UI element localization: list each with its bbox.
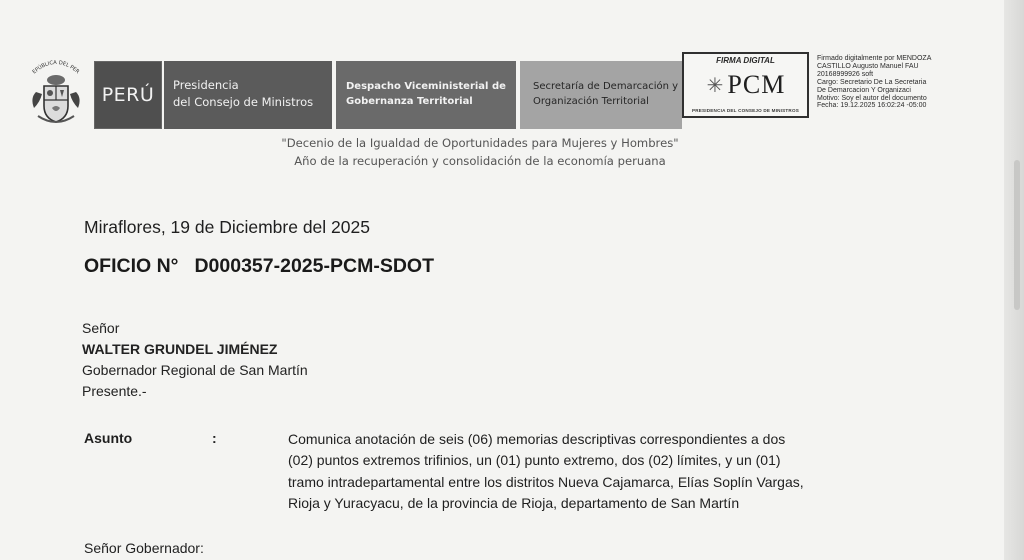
recipient-salutation: Señor	[82, 320, 120, 336]
recipient-presente: Presente.-	[82, 383, 147, 399]
recipient-title: Gobernador Regional de San Martín	[82, 362, 308, 378]
signature-info-line: Cargo: Secretario De La Secretaria	[817, 78, 927, 86]
peru-coat-of-arms-icon	[26, 58, 86, 128]
asunto-line: tramo intradepartamental entre los distritos Nueva Cajamarca, Elías Soplín Vargas,	[288, 473, 804, 490]
pcm-band	[164, 61, 332, 129]
sdot-line-1: Secretaría de Demarcación y	[533, 81, 679, 92]
pcm-logo-subtitle: PRESIDENCIA DEL CONSEJO DE MINISTROS	[691, 108, 799, 113]
signature-info-line: Firmado digitalmente por MENDOZA	[817, 55, 932, 62]
signature-info-line: Motivo: Soy el autor del documento	[817, 94, 927, 102]
signature-label: FIRMA DIGITAL	[716, 56, 775, 65]
recipient-name: WALTER GRUNDEL JIMÉNEZ	[82, 341, 278, 357]
pcm-star-icon: ✳	[706, 73, 724, 97]
signature-info	[817, 55, 992, 110]
dvgt-band	[336, 61, 516, 129]
asunto-line: (02) puntos extremos trifinios, un (01) punto extremo, dos (02) límites, y un (01)	[288, 452, 781, 469]
signature-info-line: 20168999926 soft	[817, 70, 874, 78]
coat-of-arms-text: EPÚBLICA DEL PER	[31, 59, 81, 76]
signature-info-line: Fecha: 19.12.2025 16:02:24 -05:00	[817, 102, 927, 110]
pcm-logo	[694, 70, 798, 100]
digital-signature-stamp	[682, 52, 809, 118]
asunto-label: Asunto	[84, 430, 133, 446]
place-date: Miraflores, 19 de Diciembre del 2025	[84, 217, 370, 237]
greeting: Señor Gobernador:	[84, 540, 204, 556]
pcm-line-2: del Consejo de Ministros	[173, 95, 314, 109]
signature-info-line: CASTILLO Augusto Manuel FAU	[817, 62, 919, 70]
decenio-line-2: Año de la recuperación y consolidación de la economía peruana	[294, 154, 666, 168]
oficio-heading	[84, 255, 434, 278]
peru-band	[94, 61, 162, 129]
pcm-logo-text: PCM	[727, 70, 786, 99]
sdot-line-2: Organización Territorial	[533, 96, 649, 107]
sdot-band	[520, 61, 682, 129]
scrollbar-thumb[interactable]	[1014, 160, 1020, 310]
asunto-text	[288, 429, 900, 515]
oficio-number: D000357-2025-PCM-SDOT	[194, 255, 434, 277]
asunto-line: Comunica anotación de seis (06) memorias descriptivas correspondientes a dos	[288, 431, 786, 447]
dvgt-line-1: Despacho Viceministerial de	[346, 81, 506, 92]
signature-info-line: De Demarcacion Y Organizaci	[817, 86, 911, 94]
asunto-colon: :	[212, 430, 217, 446]
asunto-line: Rioja y Yuracyacu, de la provincia de Rioja, departamento de San Martín	[288, 495, 740, 512]
peru-label: PERÚ	[101, 84, 155, 106]
decenio-line-1: "Decenio de la Igualdad de Oportunidades para Mujeres y Hombres"	[281, 136, 679, 150]
oficio-label: OFICIO N°	[84, 255, 179, 277]
dvgt-line-2: Gobernanza Territorial	[346, 96, 473, 107]
pcm-line-1: Presidencia	[173, 78, 239, 92]
